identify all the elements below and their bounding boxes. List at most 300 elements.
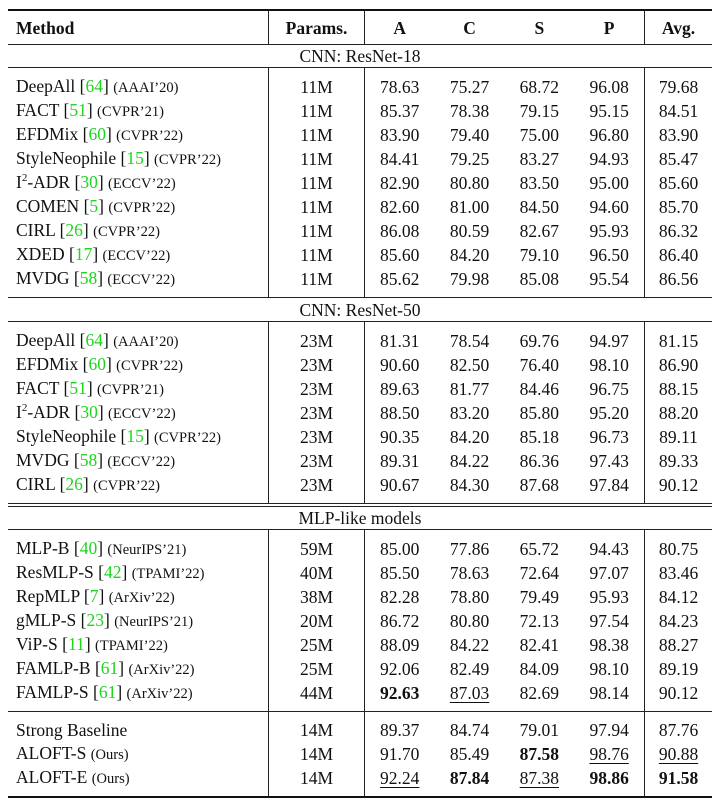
score-s-cell: 87.58 bbox=[519, 743, 560, 764]
params-cell: 14M bbox=[269, 742, 365, 766]
method-name-suffix: -ADR bbox=[27, 172, 71, 193]
score-c-cell: 82.49 bbox=[449, 659, 490, 680]
score-s-cell: 85.08 bbox=[504, 267, 574, 298]
venue-label: (ArXiv’22) bbox=[108, 590, 175, 607]
params-cell: 23M bbox=[269, 449, 365, 473]
score-a-cell: 81.31 bbox=[364, 321, 434, 353]
score-s-cell: 76.40 bbox=[519, 354, 560, 375]
method-name: XDED bbox=[16, 244, 65, 265]
score-s-cell: 87.68 bbox=[504, 473, 574, 505]
col-header-method: Method bbox=[8, 10, 269, 45]
score-p-cell: 96.80 bbox=[589, 125, 629, 146]
table-row bbox=[8, 377, 712, 401]
params-cell: 23M bbox=[269, 377, 365, 401]
score-p-cell: 96.75 bbox=[589, 378, 629, 399]
method-name: FAMLP-S bbox=[16, 682, 89, 703]
method-name: EFDMix bbox=[16, 124, 79, 145]
method-superscript: 2 bbox=[21, 401, 28, 414]
score-c-cell: 78.54 bbox=[449, 330, 490, 351]
citation-link[interactable]: 30 bbox=[80, 172, 98, 193]
method-name: I bbox=[16, 401, 22, 422]
score-avg-cell: 88.20 bbox=[645, 401, 712, 425]
score-p-cell: 94.60 bbox=[589, 197, 629, 218]
table-row bbox=[8, 609, 712, 633]
venue-label: (CVPR’21) bbox=[97, 104, 164, 121]
score-p-cell: 96.08 bbox=[589, 77, 629, 98]
citation-link[interactable]: 7 bbox=[89, 586, 99, 607]
score-c-cell: 80.80 bbox=[449, 611, 490, 632]
score-avg-cell: 80.75 bbox=[645, 530, 712, 562]
score-avg-cell: 90.12 bbox=[645, 681, 712, 712]
section-title: CNN: ResNet-18 bbox=[8, 45, 712, 68]
method-cell: FAMLP-B [61] (ArXiv’22) bbox=[16, 658, 195, 679]
method-superscript: 2 bbox=[21, 172, 28, 185]
score-a-cell: 85.00 bbox=[364, 530, 434, 562]
method-name: gMLP-S bbox=[16, 610, 77, 631]
params-cell: 11M bbox=[269, 99, 365, 123]
score-p-cell: 97.94 bbox=[589, 720, 629, 741]
score-avg-cell: 88.27 bbox=[645, 633, 712, 657]
underlined-value: 90.88 bbox=[658, 743, 699, 764]
score-c-cell: 83.20 bbox=[449, 402, 490, 423]
venue-label: (CVPR’22) bbox=[116, 357, 184, 374]
score-a-cell: 89.37 bbox=[364, 712, 434, 742]
params-cell: 44M bbox=[269, 681, 365, 712]
table-row bbox=[8, 219, 712, 243]
score-avg-cell: 89.11 bbox=[645, 425, 712, 449]
method-cell: StyleNeophile [15] (CVPR’22) bbox=[16, 148, 221, 169]
params-cell: 25M bbox=[269, 657, 365, 681]
score-p-cell: 95.54 bbox=[574, 267, 644, 298]
score-avg-cell: 90.12 bbox=[645, 473, 712, 505]
score-a-cell: 88.50 bbox=[364, 401, 434, 425]
method-cell: COMEN [5] (CVPR’22) bbox=[16, 196, 176, 217]
params-cell: 11M bbox=[269, 123, 365, 147]
method-cell: FAMLP-S [61] (ArXiv’22) bbox=[8, 681, 269, 712]
venue-label: (TPAMI’22) bbox=[131, 566, 205, 583]
score-c-cell: 84.22 bbox=[449, 450, 490, 471]
venue-label: (ECCV’22) bbox=[102, 248, 171, 265]
score-a-cell: 90.60 bbox=[364, 353, 434, 377]
score-p-cell: 94.43 bbox=[589, 539, 629, 560]
score-a-cell: 78.63 bbox=[364, 68, 434, 100]
table-row bbox=[8, 742, 712, 766]
score-s-cell: 84.50 bbox=[519, 197, 560, 218]
table-row bbox=[8, 99, 712, 123]
score-s-cell: 79.15 bbox=[519, 101, 560, 122]
params-cell: 23M bbox=[269, 401, 365, 425]
score-avg-cell: 83.46 bbox=[645, 561, 712, 585]
section-title: CNN: ResNet-50 bbox=[8, 298, 712, 321]
method-cell: RepMLP [7] (ArXiv’22) bbox=[16, 586, 175, 607]
score-s-cell: 75.00 bbox=[519, 125, 560, 146]
score-s-cell: 79.01 bbox=[519, 720, 560, 741]
score-avg-cell: 91.58 bbox=[645, 766, 712, 797]
method-name: ALOFT-E bbox=[16, 766, 88, 787]
score-a-cell: 92.63 bbox=[364, 681, 434, 712]
score-c-cell: 78.38 bbox=[449, 101, 490, 122]
score-s-cell: 79.10 bbox=[519, 245, 560, 266]
score-s-cell: 65.72 bbox=[519, 539, 560, 560]
col-header-a: A bbox=[364, 10, 434, 45]
score-a-cell: 85.50 bbox=[364, 561, 434, 585]
table-row bbox=[8, 449, 712, 473]
method-name: CIRL bbox=[16, 220, 56, 241]
score-avg-cell: 85.70 bbox=[645, 195, 712, 219]
method-cell: MVDG [58] (ECCV’22) bbox=[16, 449, 176, 470]
method-cell: XDED [17] (ECCV’22) bbox=[16, 244, 171, 265]
venue-label: (CVPR’22) bbox=[116, 128, 184, 145]
score-a-cell: 82.60 bbox=[364, 195, 434, 219]
params-cell: 11M bbox=[269, 68, 365, 100]
score-p-cell: 97.54 bbox=[589, 611, 629, 632]
params-cell: 25M bbox=[269, 633, 365, 657]
method-cell: CIRL [26] (CVPR’22) bbox=[8, 473, 269, 505]
method-cell: $I^2$-ADR [30] (ECCV’22) bbox=[16, 401, 176, 422]
method-name: EFDMix bbox=[16, 353, 79, 374]
score-avg-cell: 83.90 bbox=[645, 123, 712, 147]
method-cell: EFDMix [60] (CVPR’22) bbox=[16, 124, 184, 145]
citation-link[interactable]: 30 bbox=[80, 401, 98, 422]
score-a-cell: 90.35 bbox=[364, 425, 434, 449]
score-s-cell: 85.80 bbox=[519, 402, 560, 423]
params-cell: 59M bbox=[269, 530, 365, 562]
method-cell bbox=[8, 742, 269, 766]
citation-link[interactable]: 5 bbox=[89, 196, 99, 217]
venue-label: (CVPR’21) bbox=[97, 381, 164, 398]
method-name: COMEN bbox=[16, 196, 80, 217]
score-c-cell: 77.86 bbox=[449, 539, 490, 560]
method-name: FACT bbox=[16, 100, 60, 121]
table-row bbox=[8, 712, 712, 742]
score-avg-cell: 88.15 bbox=[645, 377, 712, 401]
underlined-value: 87.03 bbox=[449, 683, 490, 704]
params-cell: 23M bbox=[269, 473, 365, 505]
method-name: ViP-S bbox=[16, 634, 58, 655]
section-title: MLP-like models bbox=[8, 505, 712, 530]
method-name: MVDG bbox=[16, 268, 70, 289]
score-avg-cell: 87.76 bbox=[645, 712, 712, 742]
citation-link[interactable]: 26 bbox=[65, 473, 83, 494]
params-cell: 11M bbox=[269, 243, 365, 267]
score-c-cell: 84.30 bbox=[435, 473, 505, 505]
score-a-cell: 85.37 bbox=[364, 99, 434, 123]
method-name: I bbox=[16, 172, 22, 193]
score-p-cell: 97.07 bbox=[589, 563, 629, 584]
citation-link[interactable]: 15 bbox=[126, 425, 144, 446]
score-a-cell: 82.90 bbox=[364, 171, 434, 195]
venue-label: (CVPR’22) bbox=[154, 429, 221, 446]
method-cell: FACT [51] (CVPR’21) bbox=[16, 377, 164, 398]
method-name: StyleNeophile bbox=[16, 148, 117, 169]
params-cell: 14M bbox=[269, 766, 365, 797]
method-name: FACT bbox=[16, 377, 60, 398]
score-c-cell: 84.20 bbox=[449, 426, 490, 447]
method-name: DeepAll bbox=[16, 329, 76, 350]
citation-link[interactable]: 17 bbox=[74, 244, 93, 265]
score-a-cell: 89.63 bbox=[364, 377, 434, 401]
method-cell: $I^2$-ADR [30] (ECCV’22) bbox=[16, 172, 176, 193]
score-s-cell: 86.36 bbox=[519, 450, 560, 471]
score-s-cell: 84.46 bbox=[519, 378, 560, 399]
method-cell: MLP-B [40] (NeurIPS’21) bbox=[16, 538, 187, 559]
underlined-value: 87.38 bbox=[519, 767, 560, 788]
col-header-params: Params. bbox=[269, 10, 365, 45]
table-row bbox=[8, 195, 712, 219]
score-p-cell: 94.93 bbox=[589, 149, 629, 170]
params-cell: 14M bbox=[269, 712, 365, 742]
venue-label: (CVPR’22) bbox=[154, 152, 221, 169]
score-s-cell: 79.49 bbox=[519, 587, 560, 608]
table-row bbox=[8, 473, 712, 505]
citation-link[interactable]: 58 bbox=[79, 268, 98, 289]
score-a-cell: 92.06 bbox=[364, 657, 434, 681]
method-cell: MVDG [58] (ECCV’22) bbox=[8, 267, 269, 298]
score-c-cell: 85.49 bbox=[449, 743, 490, 764]
section-header-row bbox=[8, 298, 712, 321]
table-row bbox=[8, 633, 712, 657]
citation-link[interactable]: 26 bbox=[65, 220, 83, 241]
score-p-cell bbox=[574, 742, 644, 766]
venue-label: (Ours) bbox=[90, 746, 129, 763]
score-a-cell: 86.08 bbox=[364, 219, 434, 243]
score-avg-cell: 89.19 bbox=[645, 657, 712, 681]
params-cell: 20M bbox=[269, 609, 365, 633]
table-row bbox=[8, 147, 712, 171]
citation-link[interactable]: 51 bbox=[69, 100, 87, 121]
score-a-cell bbox=[364, 766, 434, 797]
method-cell: ViP-S [11] (TPAMI’22) bbox=[16, 634, 168, 655]
method-cell: FACT [51] (CVPR’21) bbox=[16, 100, 164, 121]
table-row bbox=[8, 657, 712, 681]
score-c-cell: 82.50 bbox=[449, 354, 490, 375]
score-avg-cell: 86.32 bbox=[645, 219, 712, 243]
method-cell: DeepAll [64] (AAAI’20) bbox=[16, 329, 179, 350]
venue-label: (CVPR’22) bbox=[93, 224, 160, 241]
method-name: CIRL bbox=[16, 473, 56, 494]
method-cell: ResMLP-S [42] (TPAMI’22) bbox=[16, 562, 205, 583]
citation-link[interactable]: 60 bbox=[88, 353, 106, 374]
params-cell: 11M bbox=[269, 267, 365, 298]
table-body bbox=[8, 45, 712, 797]
score-p-cell: 96.50 bbox=[589, 245, 629, 266]
table-row bbox=[8, 681, 712, 712]
score-p-cell: 94.97 bbox=[589, 330, 629, 351]
venue-label: (ECCV’22) bbox=[107, 453, 176, 470]
score-a-cell: 89.31 bbox=[364, 449, 434, 473]
venue-label: (Ours) bbox=[91, 770, 130, 787]
venue-label: (ECCV’22) bbox=[108, 176, 176, 193]
score-c-cell bbox=[435, 681, 505, 712]
table-row bbox=[8, 243, 712, 267]
params-cell: 11M bbox=[269, 147, 365, 171]
score-s-cell: 72.64 bbox=[519, 563, 560, 584]
method-cell bbox=[8, 712, 269, 742]
params-cell: 23M bbox=[269, 425, 365, 449]
venue-label: (ArXiv’22) bbox=[126, 686, 193, 703]
method-cell: EFDMix [60] (CVPR’22) bbox=[16, 353, 184, 374]
method-name: Strong Baseline bbox=[16, 720, 128, 741]
table-row bbox=[8, 68, 712, 100]
score-avg-cell: 84.12 bbox=[645, 585, 712, 609]
method-name: MVDG bbox=[16, 449, 70, 470]
score-s-cell: 83.27 bbox=[519, 149, 560, 170]
venue-label: (ECCV’22) bbox=[107, 272, 176, 289]
score-avg-cell: 84.51 bbox=[645, 99, 712, 123]
score-a-cell: 88.09 bbox=[364, 633, 434, 657]
score-avg-cell: 86.56 bbox=[645, 267, 712, 298]
score-c-cell: 84.74 bbox=[449, 720, 490, 741]
score-s-cell: 82.69 bbox=[504, 681, 574, 712]
score-c-cell: 80.80 bbox=[449, 173, 490, 194]
score-p-cell: 98.38 bbox=[589, 635, 629, 656]
venue-label: (NeurIPS’21) bbox=[114, 614, 194, 631]
score-p-cell: 95.93 bbox=[589, 221, 629, 242]
section-header-row bbox=[8, 45, 712, 68]
params-cell: 40M bbox=[269, 561, 365, 585]
score-c-cell: 78.63 bbox=[449, 563, 490, 584]
score-p-cell: 97.84 bbox=[574, 473, 644, 505]
citation-link[interactable]: 64 bbox=[85, 329, 103, 350]
venue-label: (AAAI’20) bbox=[113, 333, 179, 350]
score-a-cell: 85.60 bbox=[364, 243, 434, 267]
score-s-cell bbox=[504, 766, 574, 797]
header-row bbox=[8, 10, 712, 45]
score-c-cell: 75.27 bbox=[449, 77, 490, 98]
score-p-cell: 98.10 bbox=[589, 354, 629, 375]
score-s-cell: 82.41 bbox=[519, 635, 560, 656]
score-s-cell: 85.18 bbox=[519, 426, 560, 447]
method-name: RepMLP bbox=[16, 586, 80, 607]
method-cell: DeepAll [64] (AAAI’20) bbox=[16, 76, 179, 97]
params-cell: 23M bbox=[269, 353, 365, 377]
score-s-cell: 83.50 bbox=[519, 173, 560, 194]
col-header-s: S bbox=[504, 10, 574, 45]
table-row bbox=[8, 561, 712, 585]
citation-link[interactable]: 11 bbox=[67, 634, 85, 655]
score-p-cell: 95.15 bbox=[589, 101, 629, 122]
score-a-cell: 91.70 bbox=[364, 742, 434, 766]
table-row bbox=[8, 766, 712, 797]
citation-link[interactable]: 15 bbox=[126, 148, 144, 169]
score-avg-cell: 85.47 bbox=[645, 147, 712, 171]
score-avg-cell: 86.90 bbox=[645, 353, 712, 377]
score-c-cell: 84.20 bbox=[449, 245, 490, 266]
method-name: MLP-B bbox=[16, 538, 70, 559]
score-s-cell: 68.72 bbox=[519, 77, 560, 98]
params-cell: 11M bbox=[269, 171, 365, 195]
venue-label: (CVPR’22) bbox=[108, 200, 176, 217]
score-c-cell: 81.00 bbox=[449, 197, 490, 218]
citation-link[interactable]: 60 bbox=[88, 124, 106, 145]
score-avg-cell: 89.33 bbox=[645, 449, 712, 473]
venue-label: (CVPR’22) bbox=[93, 477, 160, 494]
venue-label: (ECCV’22) bbox=[108, 405, 176, 422]
table-row bbox=[8, 401, 712, 425]
underlined-value: 98.76 bbox=[589, 743, 629, 764]
score-avg-cell: 81.15 bbox=[645, 321, 712, 353]
method-cell: CIRL [26] (CVPR’22) bbox=[16, 220, 160, 241]
score-p-cell: 95.00 bbox=[589, 173, 629, 194]
params-cell: 23M bbox=[269, 321, 365, 353]
score-c-cell: 87.84 bbox=[435, 766, 505, 797]
score-p-cell: 98.10 bbox=[589, 659, 629, 680]
score-p-cell: 98.14 bbox=[574, 681, 644, 712]
score-s-cell: 84.09 bbox=[519, 659, 560, 680]
citation-link[interactable]: 58 bbox=[79, 449, 98, 470]
score-c-cell: 79.40 bbox=[449, 125, 490, 146]
citation-link[interactable]: 61 bbox=[98, 682, 117, 703]
score-s-cell: 69.76 bbox=[519, 330, 560, 351]
citation-link[interactable]: 23 bbox=[86, 610, 104, 631]
table-row bbox=[8, 353, 712, 377]
score-c-cell: 80.59 bbox=[449, 221, 490, 242]
table-row bbox=[8, 425, 712, 449]
score-c-cell: 81.77 bbox=[449, 378, 490, 399]
col-header-p: P bbox=[574, 10, 644, 45]
venue-label: (NeurIPS’21) bbox=[107, 542, 187, 559]
method-name-suffix: -ADR bbox=[27, 401, 71, 422]
score-p-cell: 97.43 bbox=[589, 450, 629, 471]
params-cell: 11M bbox=[269, 195, 365, 219]
citation-link[interactable]: 64 bbox=[85, 76, 103, 97]
score-p-cell: 95.93 bbox=[589, 587, 629, 608]
method-cell: StyleNeophile [15] (CVPR’22) bbox=[16, 425, 221, 446]
citation-link[interactable]: 51 bbox=[69, 377, 87, 398]
table-row bbox=[8, 585, 712, 609]
method-cell bbox=[8, 766, 269, 797]
col-header-c: C bbox=[435, 10, 505, 45]
score-avg-cell: 84.23 bbox=[645, 609, 712, 633]
citation-link[interactable]: 42 bbox=[104, 562, 122, 583]
table-row bbox=[8, 530, 712, 562]
method-cell: gMLP-S [23] (NeurIPS’21) bbox=[16, 610, 194, 631]
params-cell: 38M bbox=[269, 585, 365, 609]
venue-label: (AAAI’20) bbox=[113, 80, 179, 97]
score-avg-cell: 86.40 bbox=[645, 243, 712, 267]
score-a-cell: 90.67 bbox=[364, 473, 434, 505]
method-name: ALOFT-S bbox=[16, 742, 87, 763]
score-avg-cell: 79.68 bbox=[645, 68, 712, 100]
method-name: ResMLP-S bbox=[16, 562, 94, 583]
score-c-cell: 84.22 bbox=[449, 635, 490, 656]
score-p-cell: 95.20 bbox=[589, 402, 629, 423]
score-c-cell: 78.80 bbox=[449, 587, 490, 608]
results-table bbox=[8, 9, 712, 798]
citation-link[interactable]: 61 bbox=[100, 658, 119, 679]
score-a-cell: 85.62 bbox=[364, 267, 434, 298]
score-avg-cell bbox=[645, 742, 712, 766]
venue-label: (ArXiv’22) bbox=[128, 662, 195, 679]
score-p-cell: 98.86 bbox=[574, 766, 644, 797]
score-a-cell: 82.28 bbox=[364, 585, 434, 609]
underlined-value: 92.24 bbox=[380, 767, 420, 788]
citation-link[interactable]: 40 bbox=[79, 538, 98, 559]
method-name: StyleNeophile bbox=[16, 425, 117, 446]
table-row bbox=[8, 267, 712, 298]
table-row bbox=[8, 171, 712, 195]
params-cell: 11M bbox=[269, 219, 365, 243]
score-avg-cell: 85.60 bbox=[645, 171, 712, 195]
score-c-cell: 79.25 bbox=[449, 149, 490, 170]
score-p-cell: 96.73 bbox=[589, 426, 629, 447]
score-c-cell: 79.98 bbox=[435, 267, 505, 298]
score-a-cell: 84.41 bbox=[364, 147, 434, 171]
score-a-cell: 86.72 bbox=[364, 609, 434, 633]
method-name: DeepAll bbox=[16, 76, 76, 97]
score-s-cell: 82.67 bbox=[519, 221, 560, 242]
method-name: FAMLP-B bbox=[16, 658, 91, 679]
